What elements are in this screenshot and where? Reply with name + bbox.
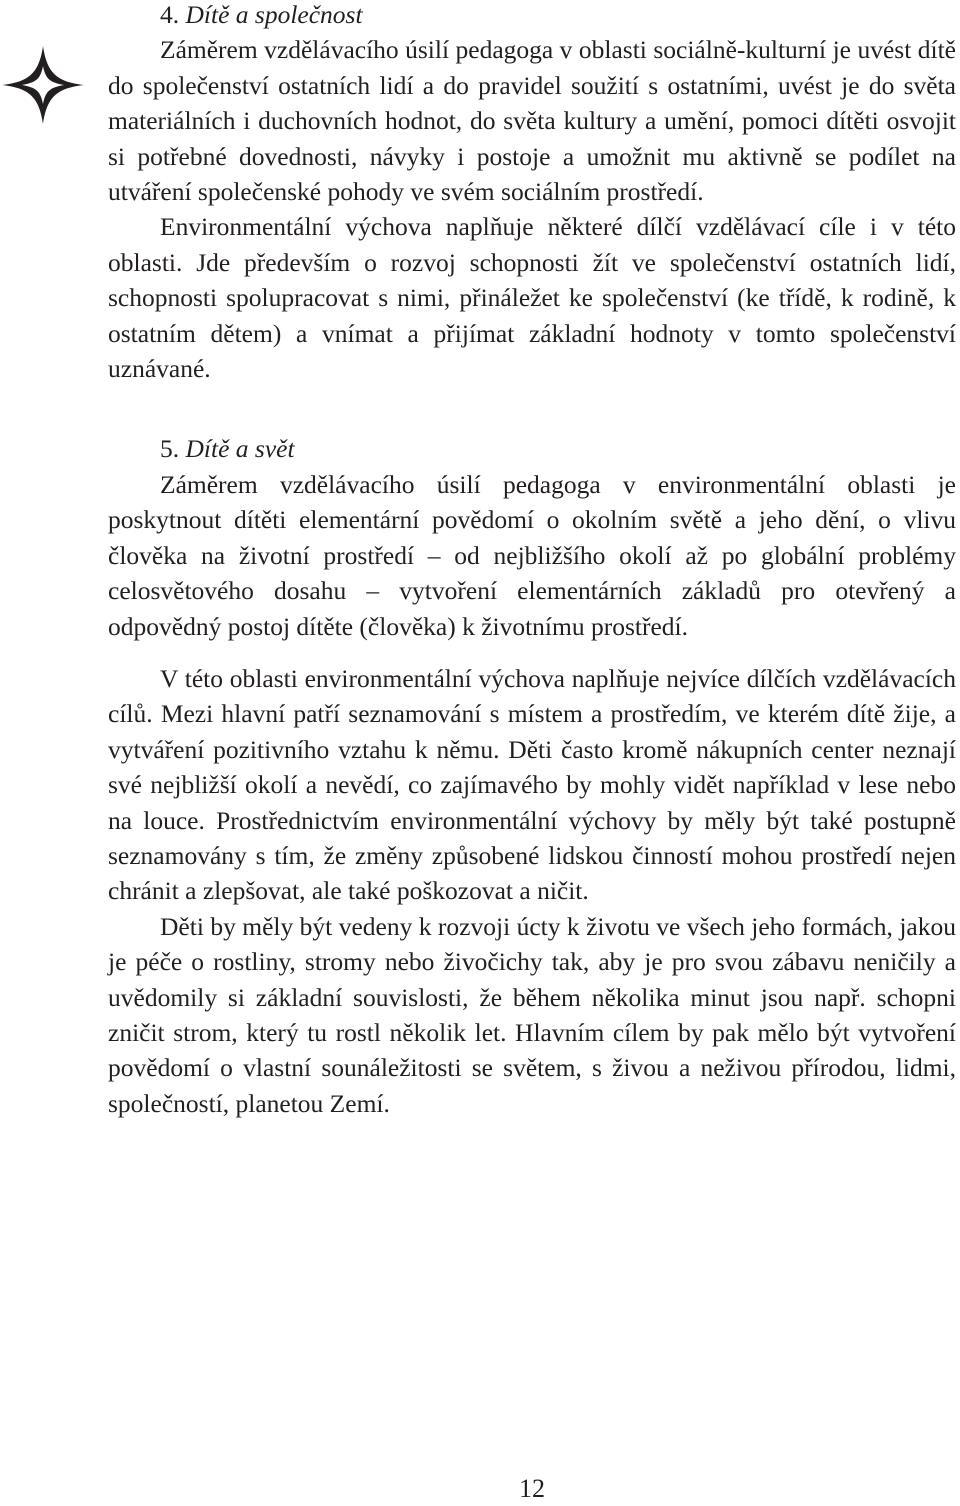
section-5-paragraph-3: Děti by měly být vedeny k rozvoji úcty k životu ve všech jeho formách, jakou je péče o rostliny, stromy nebo živočichy tak, aby je pro svou zábavu neničily a uvědomily si základní souvislosti, že během několika minut jsou např. schopni zničit strom, který tu rostl několik let. Hlavním cílem by pak mělo být vytvoření povědomí o vlastní sounáležitosti se světem, s živou a neživou přírodou, lidmi, společností, planetou Zemí. bbox=[108, 911, 956, 1118]
page-body bbox=[108, 0, 956, 1121]
section-4-number: 4. bbox=[160, 0, 180, 29]
four-point-star-icon bbox=[0, 44, 86, 126]
section-5-number: 5. bbox=[160, 434, 180, 464]
section-5-paragraph-1: Záměrem vzdělávacího úsilí pedagoga v environmentální oblasti je poskytnout dítěti elementární povědomí o okolním světě a jeho dění, o vlivu člověka na životní prostředí – od nejbližšího okolí až po globální problémy celosvětového dosahu – vytvoření elementárních základů pro otevřený a odpovědný postoj dítěte (člověka) k životnímu prostředí. bbox=[108, 469, 956, 641]
section-5-title: Dítě a svět bbox=[185, 434, 295, 464]
section-4-paragraph-2: Environmentální výchova naplňuje některé dílčí vzdělávací cíle i v této oblasti. Jde především o rozvoj schopnosti žít ve společenství ostatních lidí, schopnosti spolupracovat s nimi, přináležet ke společenství (ke třídě, k rodině, k ostatním dětem) a vnímat a přijímat základní hodnoty v tomto společenství uznávané. bbox=[108, 212, 956, 384]
page-number: 12 bbox=[519, 1474, 545, 1503]
section-4-paragraph-1: Záměrem vzdělávacího úsilí pedagoga v oblasti sociálně-kulturní je uvést dítě do společenství ostatních lidí a do pravidel soužití s ostatními, uvést je do světa materiálních i duchovních hodnot, do světa kultury a umění, pomoci dítěti osvojit si potřebné dovednosti, návyky i postoje a umožnit mu aktivně se podílet na utváření společenské pohody ve svém sociálním prostředí. bbox=[108, 35, 956, 207]
section-4-title: Dítě a společnost bbox=[185, 0, 363, 29]
section-5-heading bbox=[108, 431, 956, 466]
section-5-paragraph-2: V této oblasti environmentální výchova naplňuje nejvíce dílčích vzdělávacích cílů. Mezi hlavní patří seznamování s místem a prostředím, ve kterém dítě žije, a vytváření pozitivního vztahu k němu. Děti často kromě nákupních center neznají své nejbližší okolí a nevědí, co zajímavého by mohly vidět například v lese nebo na louce. Prostřednictvím environmentální výchovy by měly být také postupně seznamovány s tím, že změny způsobené lidskou činností mohou prostředí nejen chránit a zlepšovat, ale také poškozovat a ničit. bbox=[108, 663, 956, 906]
section-4-heading bbox=[108, 0, 956, 32]
